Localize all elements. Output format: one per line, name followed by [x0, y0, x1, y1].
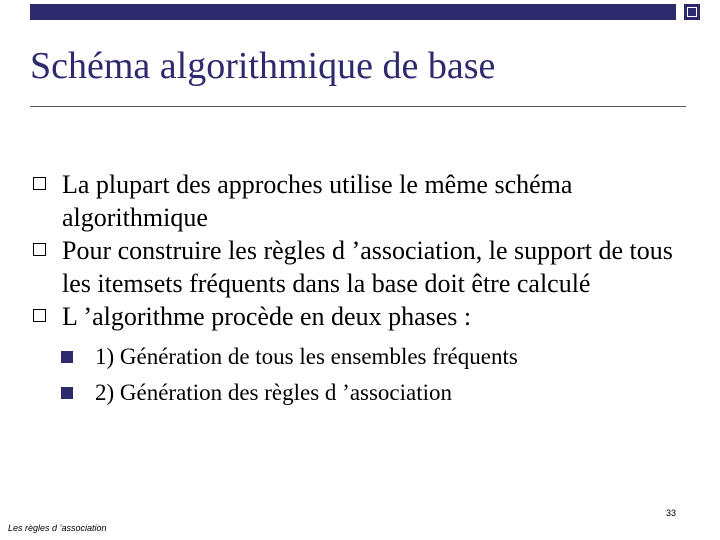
bullet-text: Pour construire les règles d ’association, le support de tous les itemsets fréquents dans la base doit être calculé	[62, 236, 673, 298]
sub-bullet-item	[95, 375, 695, 411]
sub-bullet-text: 2) Génération des règles d ’association	[95, 380, 453, 405]
hollow-square-bullet-icon	[33, 177, 46, 190]
title-divider	[30, 106, 686, 107]
hollow-square-bullet-icon	[33, 309, 46, 322]
page-number: 33	[666, 508, 677, 518]
slide-title: Schéma algorithmique de base	[30, 45, 496, 87]
corner-decor-inner	[687, 7, 697, 17]
bullet-list	[0, 168, 720, 411]
filled-square-bullet-icon	[61, 387, 73, 399]
sub-bullet-item	[95, 339, 695, 375]
corner-decor-square	[684, 4, 700, 20]
bullet-item	[62, 300, 702, 333]
bullet-text: La plupart des approches utilise le même schéma algorithmique	[62, 170, 573, 232]
filled-square-bullet-icon	[61, 351, 73, 363]
bullet-item	[62, 168, 702, 234]
bullet-item	[62, 234, 702, 300]
bullet-text: L ’algorithme procède en deux phases :	[62, 302, 472, 331]
hollow-square-bullet-icon	[33, 243, 46, 256]
top-decor-bar	[30, 4, 676, 20]
sub-bullet-text: 1) Génération de tous les ensembles fréquents	[95, 344, 518, 369]
footer-text: Les règles d ’association	[8, 523, 107, 533]
